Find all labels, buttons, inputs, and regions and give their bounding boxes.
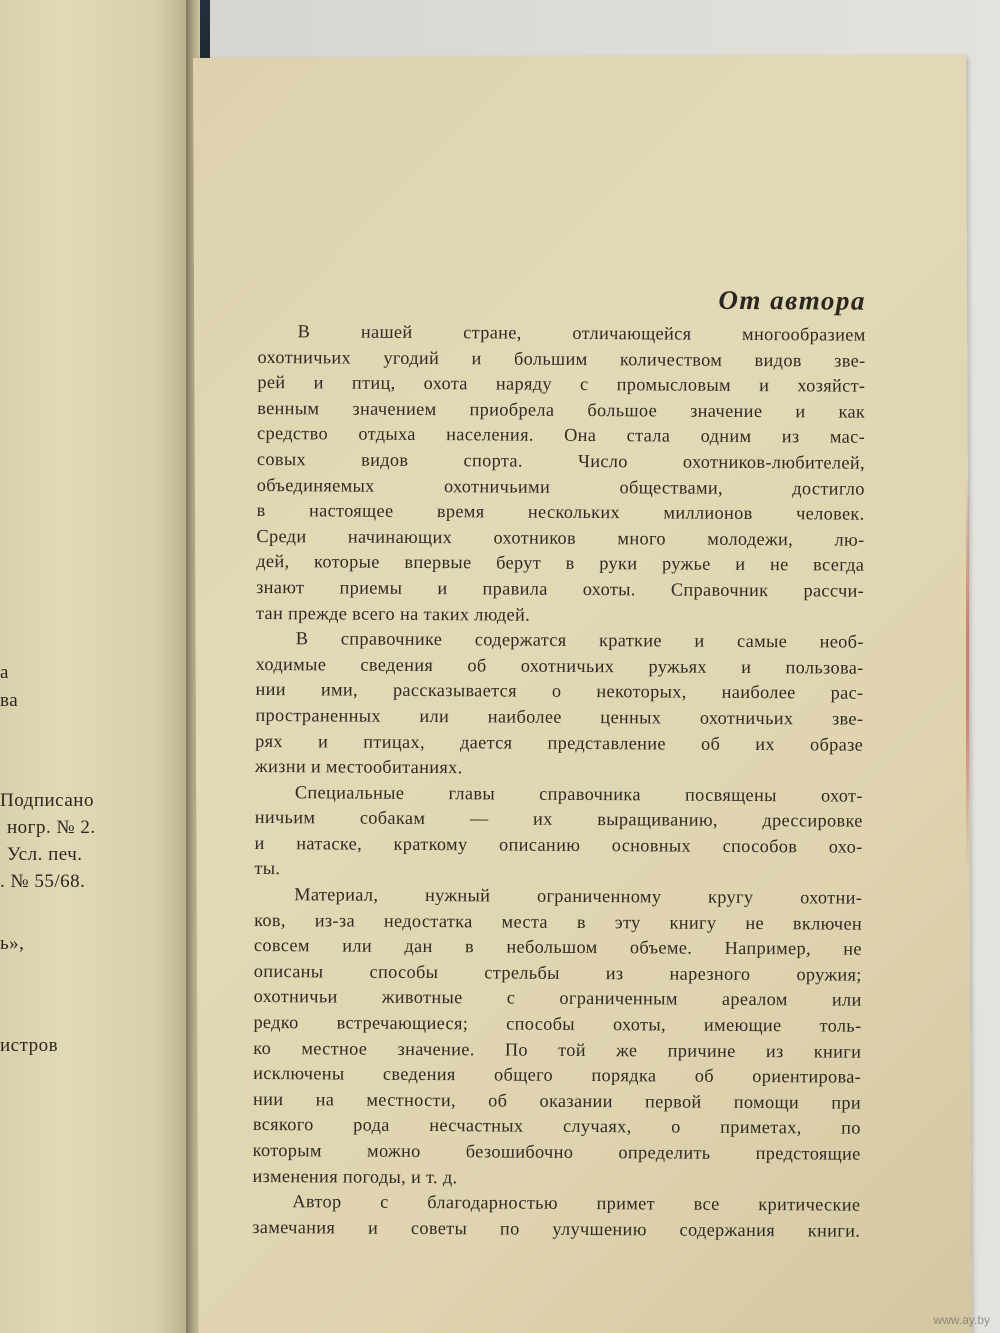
text-line: нии ими, рассказывается о некоторых, наиболее рас-	[255, 679, 864, 704]
text-line: которым можно безошибочно определить предстоящие	[252, 1139, 861, 1164]
section-heading: От автора	[718, 284, 866, 316]
text-line: венным значением приобрела большое значение и как	[257, 397, 866, 422]
paragraph	[255, 626, 864, 783]
text-line: ничьим собакам — их выращиванию, дрессировке	[254, 807, 863, 831]
text-line: нии на местности, об оказании первой помощи при	[252, 1088, 862, 1113]
left-page-fragment: Усл. печ.	[7, 844, 83, 865]
text-line: средство отдыха населения. Она стала одним из мас-	[257, 423, 866, 448]
text-line: Автор с благодарностью примет все критические	[292, 1191, 861, 1215]
text-line: В нашей стране, отличающейся многообразием	[297, 321, 866, 345]
text-line: и натаске, краткому описанию основных способов охо-	[254, 832, 863, 857]
left-page	[0, 0, 189, 1333]
text-line: Среди начинающих охотников много молодежи, лю-	[256, 525, 865, 550]
text-line: замечания и советы по улучшению содержания книги.	[252, 1216, 861, 1241]
text-line: редко встречающиеся; способы охоты, имеющие толь-	[253, 1012, 862, 1036]
text-line: ты.	[254, 858, 281, 879]
left-page-fragment: ногр. № 2.	[7, 817, 96, 838]
left-page-fragment: Подписано	[0, 790, 94, 811]
text-line: охотничьи животные с ограниченным ареалом или	[253, 986, 862, 1011]
paragraph	[252, 882, 862, 1193]
text-line: Материал, нужный ограниченному кругу охотни-	[294, 884, 863, 908]
text-line: ко местное значение. По той же причине из книги	[253, 1037, 862, 1062]
text-line: совсем или дан в небольшом объеме. Например, не	[253, 935, 862, 959]
text-line: охотничьих угодий и большим количеством видов зве-	[257, 346, 866, 371]
text-line: ходимые сведения об охотничьих ружьях и пользова-	[255, 653, 864, 678]
text-line: объединяемых охотничьими обществами, достигло	[256, 474, 865, 499]
left-page-fragment: истров	[0, 1035, 59, 1056]
paragraph	[256, 319, 866, 630]
text-line: В справочнике содержатся краткие и самые необ-	[295, 628, 864, 652]
watermark: www.ay.by	[933, 1313, 990, 1327]
text-line: всякого рода несчастных случаях, о приметах, по	[252, 1114, 861, 1139]
text-line: в настоящее время нескольких миллионов человек.	[256, 500, 865, 524]
text-line: знают приемы и правила охоты. Справочник рассчи-	[256, 576, 865, 601]
text-line: тан прежде всего на таких людей.	[255, 602, 531, 625]
text-line: рях и птицах, дается представление об их образе	[255, 730, 864, 755]
text-line: пространенных или наиболее ценных охотничьих зве-	[255, 704, 864, 729]
left-page-fragment: а	[0, 662, 9, 683]
page-edge-stain	[966, 470, 969, 870]
text-line: описаны способы стрельбы из нарезного оружия;	[253, 960, 862, 985]
text-line: совых видов спорта. Число охотников-любителей,	[256, 448, 865, 473]
left-page-fragment: ва	[0, 690, 19, 711]
text-line: исключены сведения общего порядка об ориентирова-	[253, 1063, 862, 1087]
text-line: дей, которые впервые берут в руки ружье и не всегда	[256, 551, 865, 576]
text-line: жизни и местообитаниях.	[254, 756, 463, 778]
text-line: изменения погоды, и т. д.	[252, 1165, 458, 1187]
text-line: Специальные главы справочника посвящены охот-	[294, 781, 863, 806]
text-line: ков, из-за недостатка места в эту книгу не включен	[254, 909, 863, 934]
left-page-fragment: ь»,	[0, 933, 25, 954]
left-page-fragment: . № 55/68.	[0, 871, 86, 892]
paragraph	[252, 1189, 860, 1244]
paragraph	[254, 780, 863, 886]
text-block	[252, 282, 866, 1244]
text-line: рей и птиц, охота наряду с промысловым и хозяйст-	[257, 372, 866, 396]
